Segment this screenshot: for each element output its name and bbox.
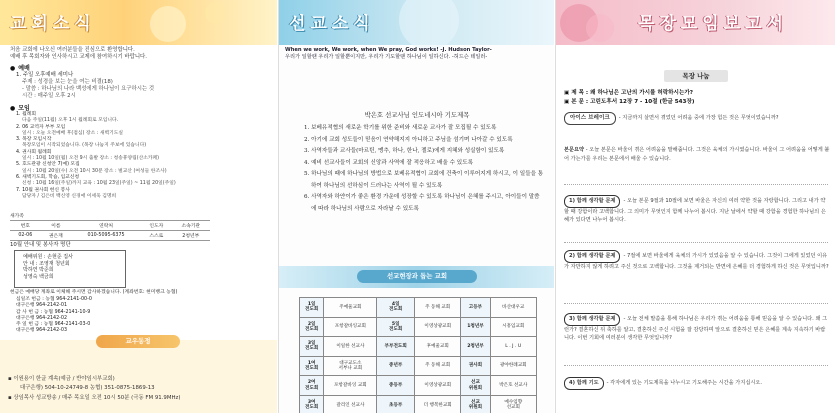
meeting-item: 6. 새벽기도회, 학습, 입교신청 [16,174,80,180]
worship-item: 주제 : 성경을 보는 눈을 여는 비결(18) [22,79,113,85]
group-cell: 고등부 [461,298,490,318]
meeting-item: 1. 월례회 [16,112,37,117]
offering-note: 헌금은 예배당 계좌로 이체해 주시면 감사하겠습니다. (계좌번호: 현미뱅크 농협) [10,290,178,295]
divider [564,184,828,185]
cell-report-panel [555,0,835,413]
account-line: 대구은행 964-2142-01 [16,303,67,309]
mission-news-title: 선교소식 [289,14,375,34]
new-family-table [10,220,210,241]
table-header: 번호 [10,221,41,231]
table-cell: 010-5095-6375 [71,231,141,241]
mission-support-table [299,297,537,413]
banner-decoration [205,2,227,24]
meetings-heading: 모임 [18,105,30,112]
supported-church-cell: 포항갈바잉교회 [324,317,377,337]
prayer-item: 1. 보베유적협의 새로운 학기를 위한 준비와 새로운 교사가 잘 모집될 수 있도록 [304,125,497,131]
question-2-heading: 2) 함께 생각할 문제 [564,250,620,263]
supported-church-cell: 주 동해 교회 [415,298,461,318]
table-cell: 02-06 [10,231,41,241]
welcome-line-1: 처음 교회에 나오신 여러분들을 진심으로 환영합니다. [10,47,135,53]
supported-church-cell: 이영상광교회 [415,376,461,396]
supported-church-cell: 박은호 선교사 [490,376,536,396]
group-cell: 2일 전도회 [300,317,324,337]
supported-church-cell: 이일한 선교사 [324,337,377,357]
account-line: 대구은행 964-2142-03 [16,328,67,334]
question-2-text: - 7절에 보면 바울에게 육체의 가시가 있었음을 알 수 있습니다. 그것이 그에게 있었던 이유가 자만하지 않게 하려고 주신 것으로 고백합니다. 그것을 제거되는 반면에 은혜를 더 경험하게 하신 것은 무엇입니까? [564,253,829,270]
new-family-caption: 새가족 [10,214,24,219]
group-cell: 권사회 [461,356,490,376]
worship-item: - 말씀 : 하나님의 나라 백성에게 하나님이 요구하시는 것 [22,86,155,92]
member-news-line: ▪ 이원용이 한글 계속(예금 / 반야임시부교회) [8,376,115,382]
supported-church-cell: 후예울교회 [415,337,461,357]
supported-church-cell: 대구교도소 서부나 교회 [324,356,377,376]
banner-decoration [150,6,186,42]
welcome-intro [10,47,270,61]
meeting-item: 일시 : 오늘 오전예배 후(점심) 장소 : 새벽기도실 [22,130,124,136]
worship-heading: 예배 [18,65,30,72]
divider [564,303,828,304]
supported-church-cell: 더 행복한교회 [415,395,461,413]
meeting-item: 4. 권사회 월례회 [16,149,52,155]
question-3-text: - 오늘 전체 말씀을 통해 하나님은 우리가 겪는 어려움을 통해 믿음을 알 수 있습니다. 왜 그런가? 결혼하신 뒤 축하를 알고, 결혼하신 주신 시험을 잘 감당하며 앞으로 결혼하신 믿은 은혜를 계속 지속하기 바랍니다. 이번 기회에 여러분이 생각한 무엇입니까? [564,316,828,342]
divider [564,242,828,243]
group-cell: 4일 전도회 [377,298,415,318]
member-news-line: 대구은행) 504-10-24749-8 농협) 351-0875-1869-13 [20,385,155,391]
meeting-item: 5. 호도관광 신청안 7(예) 모집 [16,162,80,168]
worship-section: ● 예배 1. 주일 오후예배 세미나 주제 : 성경을 보는 눈을 여는 비결(18) - 말씀 : 하나님의 나라 백성에게 하나님이 요구하시는 것 시간 : 매주일 오후 2시 [10,63,272,100]
question-3-heading: 3) 함께 생각할 문제 [564,313,620,326]
cell-report-title: 목장모임보고서 [638,14,788,34]
group-cell: 1청년부 [461,317,490,337]
member-news-heading: 교우동정 [96,335,180,348]
mission-news-banner [279,0,554,45]
prayer-item: 3. 사역자들과 교사들(마르틴, 맹추, 하나, 한나, 젤로)에게 지혜와 성실함이 있도록 [304,148,505,154]
table-header: 인도자 [141,221,172,231]
duty-caption: 10월 안내 및 봉사자 명단 [10,242,71,248]
group-cell: 선교 위원회 [461,395,490,413]
icebreak-block [564,112,830,125]
table-header: 연락처 [71,221,141,231]
banner-decoration [399,0,459,50]
worship-item: 1. 주일 오후예배 세미나 [16,72,74,78]
table-row [300,376,537,396]
flower-decoration [586,14,614,42]
welcome-line-2: 예배 후 목회자와 인사하시고 교제에 참여하시기 바랍니다. [10,54,147,60]
prayer-block [564,377,830,390]
group-cell: 1여 전도회 [300,356,324,376]
meeting-item: 2. 06 교역자 부부 모임 [16,124,66,130]
prayer-title: 박은호 선교사님 인도네시아 기도제목 [364,111,470,119]
prayer-list [304,123,544,215]
account-line: 대구은행 964-2142-02 [16,315,67,321]
table-header: 이름 [41,221,72,231]
supported-church-cell: 바산대우교 [490,298,536,318]
sermon-text: ▣ 본 문 : 고린도후서 12장 7 - 10절 (한글 543장) [564,99,695,105]
supported-church-cell: 예수임향 선교회 [490,395,536,413]
table-row [300,337,537,357]
mission-news-panel [278,0,554,413]
prayer-text: - 각자에게 있는 기도제목을 나누시고 기도해주는 시간을 가지십시오. [606,380,763,386]
supported-church-cell: 갈리인 선교사 [324,395,377,413]
group-cell: 3일 전도회 [300,337,324,357]
mission-support-heading: 선교현장과 돕는 교회 [357,270,477,283]
supported-church-cell: 주예울교회 [324,298,377,318]
meetings-section: ● 모임 1. 월례회 다음 주일(11월) 오후 1시 월례회로 모입니다. 2. 06 교역자 부부 모임 일시 : 오늘 오전예배 후(점심) 장소 : 새벽기도실 3. 목장 모임시작 목장모임이 시작되었습니다. (목장 나눔지 주보에 있습니다) 4. 권사회 월례회 일시 : 10월 10일(월) 오전 9시 출발 장소 : 청송휴양림(산소카페) 5. 호도관광 신청안 7(예) 모집 일시 : 10월 20일(수) 오전 10시 30분 장소 : 벌교산 (여성들 한조사) 6. 새벽기도회, 학습, 입교신청 신청 : 10월 16일(주일)까지 교육 : 10월 23일(주일) ~ 11월 20일(주일) 7. 10월 권사회 헌신 봉사 담당자 / 김은비 백신영 신경애 이세욱 김명희 [10,103,272,200]
church-news-title: 교회소식 [10,14,96,34]
meeting-item: 다음 주일(11월) 오후 1시 월례회로 모입니다. [22,118,119,124]
table-row [10,231,210,241]
worship-item: 시간 : 매주일 오후 2시 [22,93,76,99]
meeting-item: 3. 목장 모임시작 [16,137,52,143]
group-cell: 2청년부 [461,337,490,357]
supported-church-cell: 시흥임교회 [490,317,536,337]
duty-line: 성영숙 백금희 [23,273,54,280]
account-line: 감 사 헌 금 : 농협 964-2141-10-9 [16,309,91,315]
prayer-heading: 4) 함께 기도 [564,377,604,390]
church-news-panel [0,0,277,413]
table-header-row [10,221,210,231]
prayer-item: 5. 하나님의 때에 하나님의 방법으로 보베유적협이 교회에 건축이 이루어지게 하시고, 이 일들을 통하여 하나님의 선하심이 드러나는 사역이 될 수 있도록 [304,171,544,189]
duty-line: 안 내 : 조영재 청년회 [23,260,70,267]
meeting-item: 담당자 / 김은비 백신영 신경애 이세욱 김명희 [22,193,117,199]
summary-text: - 오늘 본문은 바울이 겪은 어려움을 말해줍니다. 그것은 육체의 가시였습니다. 바울이 그 어려움을 어떻게 붙어 가는가를 우리는 본문에서 배울 수 있습니다. [564,147,830,162]
meeting-item: 7. 10월 권사회 헌신 봉사 [16,187,70,193]
group-cell: 3여 전도회 [300,395,324,413]
meeting-item: 신청 : 10월 16일(주일)까지 교육 : 10월 23일(주일) ~ 11월 20일(주일) [22,181,176,187]
duty-line: 예배위원 : 손현준 집사 [23,254,73,260]
supported-church-cell: 포항갈바잉 교회 [324,376,377,396]
sermon-theme: ▣ 제 목 : 왜 하나님은 고난의 가시를 허락하시는가? [564,90,694,96]
icebreak-heading: 아이스 브레이크 [564,112,616,125]
question-3-block [564,313,830,343]
duty-roster-box [14,250,126,288]
group-cell: 초등부 [377,395,415,413]
icebreak-text: - 지금까지 살면서 겪었던 어려움 중에 가장 힘든 것은 무엇이었습니까? [618,115,779,121]
meeting-item: 목장모임이 시작되었습니다. (목장 나눔지 주보에 있습니다) [22,143,147,149]
offering-accounts [16,297,216,335]
verse-korean: 우리가 일할땐 우리가 일할뿐이지만, 우리가 기도할땐 하나님이 일하신다. -허드슨 테일러- [285,54,488,60]
question-1-heading: 1) 함께 생각할 문제 [564,195,620,208]
supported-church-cell: 주 동해 교회 [415,356,461,376]
group-cell: 중등부 [377,376,415,396]
summary-block [564,146,830,163]
table-row [300,395,537,413]
question-1-block [564,195,830,225]
table-cell: 2청년부 [172,231,210,241]
group-cell: 2여 전도회 [300,376,324,396]
table-cell: 스스로 [141,231,172,241]
table-header: 소속기관 [172,221,210,231]
cell-report-banner [556,0,835,45]
meeting-item: 일시 : 10월 10일(월) 오전 9시 출발 장소 : 청송휴양림(산소카페) [22,156,160,162]
sharing-title: 목장 나눔 [664,70,728,82]
divider [564,365,828,366]
table-row [300,298,537,318]
prayer-item: 4. 예비 선교사들이 교회의 신앙과 사역에 잘 적응하고 배울 수 있도록 [304,159,474,166]
member-news-line: ▪ 상임목사 성교방송 / 매주 목요일 오전 10시 50분 (극동 FM 91.9MHz) [8,395,181,401]
group-cell: 부부전도회 [377,337,415,357]
group-cell: 선교 위원회 [461,376,490,396]
church-news-banner [0,0,277,45]
duty-line: 박하연 박준희 [23,267,54,273]
prayer-item: 6. 사역자와 하얀이가 좋은 환경 가운데 성장할 수 있도록 하나님이 은혜를 주시고, 아이들이 말씀에 따라 하나님의 사람으로 자라날 수 있도록 [304,194,540,212]
group-cell: 중년부 [377,356,415,376]
question-2-block [564,250,830,271]
group-cell: 5일 전도회 [377,317,415,337]
question-1-text: - 오늘 본문 9절과 10절에 보면 바울은 자신의 여러 약한 것을 자랑합니다. 그리고 내가 약할 때 강함이라 고백합니다. 그 의미가 무엇인지 함께 나누어 봅시다. 지난 날에서 약할 때 강함을 경험한 하나님의 은혜가 있다면 나누어 봅시다. [564,198,826,224]
account-line: 십일조 헌금 : 농협 964-2141-00-0 [16,297,92,302]
summary-heading: 본문요약 [564,147,585,153]
account-line: 주 일 헌 금 : 농협 964-2141-03-0 [16,322,91,328]
verse-english: When we work, We work, when We pray, God works! -J. Hudson Taylor- [285,47,492,53]
supported-church-cell: 광야한례교회 [490,356,536,376]
prayer-item: 2. 아기에 교회 성도들이 믿음이 연약해지지 아니하고 주님을 섬기며 나아갈 수 있도록 [304,136,513,143]
table-row [300,317,537,337]
mission-verse [285,47,549,60]
supported-church-cell: L . J . U [490,337,536,357]
table-row [300,356,537,376]
group-cell: 1일 전도회 [300,298,324,318]
table-cell: 권은재 [41,231,72,241]
supported-church-cell: 이영상광교회 [415,317,461,337]
meeting-item: 일시 : 10월 20일(수) 오전 10시 30분 장소 : 벌교산 (여성들 한조사) [22,168,167,174]
